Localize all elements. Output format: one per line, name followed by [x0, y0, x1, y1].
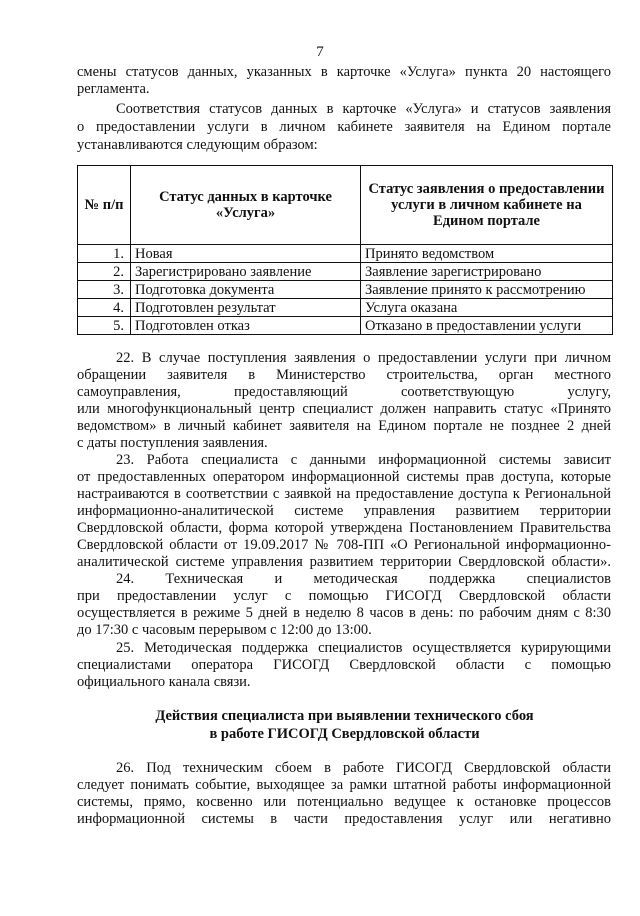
text-line: системы, прямо, косвенно или потенциально ведущее к остановке процессов: [77, 794, 611, 810]
row-number: 1.: [78, 245, 131, 263]
text-line: при предоставлении услуг с помощью ГИСОГД Свердловской области: [77, 588, 611, 604]
row-number: 5.: [78, 317, 131, 335]
table-row: [78, 317, 613, 335]
text-line: самоуправления, предоставляющий соответствующую услугу,: [77, 384, 611, 400]
section-heading: в работе ГИСОГД Свердловской области: [209, 726, 480, 742]
table-header-row: [78, 166, 613, 245]
text-line: информационно-аналитической системе управления развитием территории: [77, 503, 611, 519]
column-header-card-status: Статус данных в карточке «Услуга»: [131, 166, 361, 245]
text-line: настраиваются в соответствии с заявкой на предоставление доступа к Региональной: [77, 486, 611, 502]
text-line: о предоставлении услуги в личном кабинете заявителя на Едином портале: [77, 119, 611, 135]
text-line: следует понимать событие, выходящее за рамки штатной работы информационной: [77, 777, 611, 793]
table-row: [78, 281, 613, 299]
text-line: ведомством» в личный кабинет заявителя на Едином портале не позднее 2 дней: [77, 418, 611, 434]
table-row: [78, 299, 613, 317]
text-line: осуществляется в режиме 5 дней в неделю 8 часов в день: по рабочим дням с 8:30: [77, 605, 611, 621]
text-line: 24. Техническая и методическая поддержка специалистов: [116, 571, 611, 587]
portal-status-cell: Заявление принято к рассмотрению: [361, 281, 613, 299]
card-status-cell: Подготовка документа: [131, 281, 361, 299]
table-row: [78, 263, 613, 281]
text-line: 22. В случае поступления заявления о предоставлении услуги при личном: [116, 350, 611, 366]
row-number: 4.: [78, 299, 131, 317]
card-status-cell: Новая: [131, 245, 361, 263]
column-header-portal-status: Статус заявления о предоставлении услуги в личном кабинете на Едином портале: [361, 166, 613, 245]
text-line: Свердловской области от 19.09.2017 № 708-ПП «О Региональной информационно-: [77, 537, 611, 553]
portal-status-cell: Заявление зарегистрировано: [361, 263, 613, 281]
status-table: [77, 165, 613, 335]
table-row: [78, 245, 613, 263]
text-line: регламента.: [77, 81, 150, 97]
text-line: смены статусов данных, указанных в карточке «Услуга» пункта 20 настоящего: [77, 64, 611, 80]
text-line: с даты поступления заявления.: [77, 435, 268, 451]
portal-status-cell: Принято ведомством: [361, 245, 613, 263]
text-line: до 17:30 с часовым перерывом с 12:00 до 13:00.: [77, 622, 372, 638]
text-line: Соответствия статусов данных в карточке «Услуга» и статусов заявления: [116, 101, 611, 117]
text-line: от предоставленных оператором информационной системы прав доступа, которые: [77, 469, 611, 485]
text-line: 25. Методическая поддержка специалистов осуществляется курирующими: [116, 640, 611, 656]
row-number: 3.: [78, 281, 131, 299]
text-line: 23. Работа специалиста с данными информационной системы зависит: [116, 452, 611, 468]
text-line: обращении заявителя в Министерство строительства, орган местного: [77, 367, 611, 383]
text-line: устанавливаются следующим образом:: [77, 137, 318, 153]
text-line: или многофункциональный центр специалист должен направить статус «Принято: [77, 401, 611, 417]
card-status-cell: Зарегистрировано заявление: [131, 263, 361, 281]
page-number: 7: [316, 44, 324, 60]
row-number: 2.: [78, 263, 131, 281]
column-header-number: № п/п: [78, 166, 131, 245]
card-status-cell: Подготовлен результат: [131, 299, 361, 317]
text-line: информационной системы в части предоставления услуг или негативно: [77, 811, 611, 827]
text-line: 26. Под техническим сбоем в работе ГИСОГД Свердловской области: [116, 760, 611, 776]
portal-status-cell: Услуга оказана: [361, 299, 613, 317]
portal-status-cell: Отказано в предоставлении услуги: [361, 317, 613, 335]
text-line: Свердловской области, форма которой утверждена Постановлением Правительства: [77, 520, 611, 536]
text-line: аналитической системе управления развитием территории Свердловской области».: [77, 554, 611, 570]
text-line: специалистами оператора ГИСОГД Свердловской области с помощью: [77, 657, 611, 673]
section-heading: Действия специалиста при выявлении технического сбоя: [155, 708, 534, 724]
text-line: официального канала связи.: [77, 674, 251, 690]
card-status-cell: Подготовлен отказ: [131, 317, 361, 335]
